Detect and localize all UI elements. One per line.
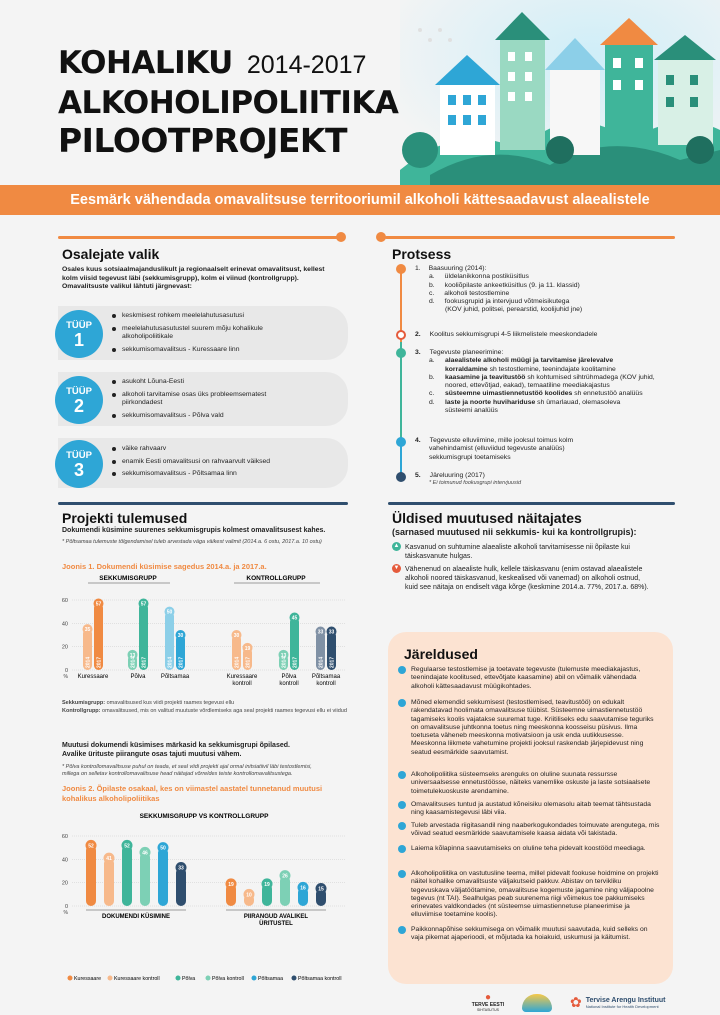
legend-swatch bbox=[176, 976, 181, 981]
data-label: 52 bbox=[88, 843, 94, 850]
arrow-down-icon: ▼ bbox=[393, 565, 400, 571]
data-label: 30 bbox=[233, 633, 240, 639]
bar bbox=[158, 845, 168, 906]
legend-label: Kuressaare kontroll bbox=[114, 976, 160, 982]
series-label: 2014 bbox=[167, 656, 174, 668]
chart-title: SEKKUMISGRUPP VS KONTROLLGRUPP bbox=[139, 813, 269, 820]
flower-icon: ✿ bbox=[570, 994, 582, 1010]
data-label: 15 bbox=[318, 886, 324, 893]
tulemused-note-2a: * Põlva kontrollomavalitsuse puhul on teada, et seal viidi projekti ajal ormal initsiatiivil läbi testostlemisi, bbox=[62, 764, 312, 770]
data-label: 33 bbox=[178, 865, 184, 872]
category-label: Põltsamaa bbox=[311, 674, 341, 680]
group-label: SEKKUMISGRUPP bbox=[99, 575, 157, 582]
data-label: 19 bbox=[264, 881, 270, 888]
list-item: asukoht Lõuna-Eesti bbox=[112, 378, 312, 387]
data-label: 57 bbox=[140, 601, 147, 608]
series-label: 2017 bbox=[292, 656, 299, 668]
category-label: kontroll bbox=[279, 681, 299, 687]
timeline-dot bbox=[396, 348, 406, 358]
page-title bbox=[58, 44, 398, 160]
timeline-dot bbox=[396, 472, 406, 482]
type-badge-3: TÜÜP 3 bbox=[55, 440, 103, 488]
category-label: ÜRITUSTEL bbox=[259, 921, 293, 927]
section-divider bbox=[388, 502, 675, 505]
list-item: sekkumisomavalitsus - Põltsamaa linn bbox=[112, 470, 332, 479]
legend-swatch bbox=[292, 976, 297, 981]
bar bbox=[86, 845, 96, 906]
series-label: 2014 bbox=[85, 656, 92, 668]
tick-label: 60 bbox=[61, 598, 68, 604]
divider-cap bbox=[376, 232, 386, 242]
tulemused-lead-2a: Muutusi dokumendi küsimises märkasid ka sekkumisgrupi õpilased. bbox=[62, 742, 290, 749]
list-item: alkoholi tarvitamise osas üks probleemsematest piirkondadest bbox=[112, 391, 287, 408]
naitajad-down: Vähenenud on alaealiste hulk, kellele täiskasvanu (enim ostavad alaealistele alkoholi noored täiskasvanud, keskealised või vanemad) on alkoholi ostnud, kuid see näitaja on endiselt väga kõrge (keskmine 2014.a. 77%, 2017.a. 68%). bbox=[405, 566, 649, 591]
category-label: kontroll bbox=[232, 681, 252, 687]
osalejad-intro: Osales kuus sotsiaalmajanduslikult ja regionaalselt erinevat omavalitsust, kellest kolm viisid tegevust läbi (sekkumisgrupp), kolm ei viinud (kontrollgrupp). Omavalitsuste valikul lähtuti järgnevast: bbox=[62, 266, 325, 290]
title-line-1: KOHALIKU bbox=[58, 45, 233, 81]
series-label: 2014 bbox=[130, 656, 137, 668]
data-label: 50 bbox=[160, 845, 166, 852]
figure-1-legend-2: Kontrollgrupp: omavalitsused, mis on valitud muutuste võrdlemiseks aga seal projekti raames tegevusi ellu ei viidud bbox=[62, 708, 347, 714]
figure-2-chart bbox=[58, 806, 350, 986]
bar bbox=[122, 845, 132, 906]
naitajad-subtitle: (sarnased muutused nii sekkumis- kui ka kontrollgrupis): bbox=[392, 527, 637, 537]
series-label: 2017 bbox=[141, 656, 148, 668]
list-item: Tuleb arvestada riigitasandil ning naaberkogukondades toimuvate arengutega, mis võivad seatud eesmärkide saavutamisele kaasa aidata või takistada. bbox=[398, 822, 660, 839]
data-label: 33 bbox=[317, 629, 324, 636]
protsess-title: Protsess bbox=[392, 246, 452, 262]
data-label: 57 bbox=[95, 601, 102, 608]
title-line-2: ALKOHOLIPOLIITIKA bbox=[58, 85, 399, 121]
tick-label: 60 bbox=[61, 834, 68, 840]
list-item: Alkoholipoliitika süsteemseks arenguks on oluline suunata ressursse universaalsesse ennetustöösse, näiteks vanemlike oskuste ja laste sotsiaalsete toimetulekuoskuste arendamine. bbox=[398, 771, 660, 796]
section-divider bbox=[385, 236, 675, 239]
arrow-up-icon: ▲ bbox=[393, 543, 400, 549]
bar bbox=[176, 865, 186, 907]
data-label: 26 bbox=[282, 873, 288, 880]
tick-label: 40 bbox=[61, 621, 68, 628]
list-item: meelelahutusasutustel suurem mõju kohalikule alkoholipoliitikale bbox=[112, 325, 282, 342]
naitajad-title: Üldised muutused näitajates bbox=[392, 510, 582, 526]
figure-2-title-2: kohalikus alkoholipoliitikas bbox=[62, 794, 160, 803]
data-label: 19 bbox=[228, 881, 234, 888]
tick-label: 40 bbox=[61, 857, 68, 864]
bar bbox=[140, 852, 150, 906]
tulemused-note-2b: millega on selletav kontrollomavalitsuse head näitajad võrreldes teiste kontrollomavalitsustega. bbox=[62, 771, 293, 777]
category-label: kontroll bbox=[316, 681, 336, 687]
series-label: 2017 bbox=[96, 656, 103, 668]
data-label: 10 bbox=[246, 892, 252, 899]
series-label: 2014 bbox=[234, 656, 241, 668]
tick-label: 20 bbox=[61, 644, 68, 651]
type-list-1 bbox=[112, 312, 332, 358]
legend-label: Põltsamaa kontroll bbox=[298, 976, 342, 982]
legend-label: Põltsamaa bbox=[258, 976, 284, 982]
step-3: 3. Tegevuste planeerimine: a. alaealistele alkoholi müügi ja tarvitamise järelevalve korraldamine sh testostlemine, teenindajate koolitamine b. kaasamine ja teavitustöö sh kohtumised sihtrühmadega (KOV juhid, noored, ettevõtjad, eakad), temaatiline meediakajastus c. süsteemne uimastiennetustöö koolides sh ennetustöö analüüs d. laste ja noorte huvihariduse sh ümarlauad, olemasoleva süsteemi analüüs bbox=[415, 349, 655, 415]
data-label: 19 bbox=[244, 645, 251, 652]
data-label: 46 bbox=[142, 850, 148, 857]
step-4: 4. Tegevuste elluviimine, mille jooksul toimus kolm vahehindamist (elluviidud tegevuste analüüs) sekkumisgrupi toetamiseks bbox=[415, 437, 574, 461]
type-badge-2: TÜÜP 2 bbox=[55, 376, 103, 424]
axis-unit: % bbox=[63, 910, 68, 916]
list-item: väike rahvaarv bbox=[112, 445, 332, 454]
goal-banner: Eesmärk vähendada omavalitsuse territooriumil alkoholi kättesaadavust alaealistele bbox=[0, 185, 720, 215]
category-label: Põlva bbox=[281, 674, 297, 680]
check-icon bbox=[398, 845, 406, 853]
data-label: 35 bbox=[84, 627, 91, 634]
tick-label: 0 bbox=[64, 668, 68, 674]
figure-2-title-1: Joonis 2. Õpilaste osakaal, kes on viimastel aastatel tunnetanud muutusi bbox=[62, 784, 323, 793]
type-badge-1: TÜÜP 1 bbox=[55, 310, 103, 358]
series-label: 2014 bbox=[318, 656, 325, 668]
data-label: 30 bbox=[177, 633, 184, 639]
check-icon bbox=[398, 801, 406, 809]
tulemused-lead-2b: Avalike ürituste piirangute osas tajuti muutusi vähem. bbox=[62, 751, 242, 758]
list-item: Paikkonnapõhise sekkumisega on võimalik muutusi saavutada, kuid selleks on vaja pikemat ajaperioodi, et mõjutada ka hoiakuid, uskumusi ja käitumist. bbox=[398, 926, 660, 943]
type-list-3 bbox=[112, 445, 332, 483]
list-item: sekkumisomavalitsus - Põlva vald bbox=[112, 412, 312, 421]
category-label: Kuressaare bbox=[226, 674, 258, 680]
terve-eesti-logo: ● TERVE EESTI SIHTASUTUS bbox=[458, 994, 518, 1012]
list-item: Laiema kõlapinna saavutamiseks on oluline teha pidevalt koostööd meediaga. bbox=[398, 845, 660, 853]
legend-swatch bbox=[252, 976, 257, 981]
step-5: 5. Järeluuring (2017) * Ei toimunud fookusgrupi intervjuusid bbox=[415, 472, 522, 487]
tulemused-lead: Dokumendi küsimine suurenes sekkumisgrupis kolmest omavalitsusest kahes. bbox=[62, 527, 326, 534]
bar bbox=[104, 858, 114, 906]
data-label: 41 bbox=[106, 856, 112, 863]
title-line-3: PILOOTPROJEKT bbox=[58, 121, 347, 160]
type-list-2 bbox=[112, 378, 312, 424]
step-2: 2. Koolitus sekkumisgrupi 4-5 liikmelistele meeskondadele bbox=[415, 331, 598, 338]
legend-label: Põlva kontroll bbox=[212, 976, 244, 982]
series-label: 2017 bbox=[329, 656, 336, 668]
list-item: Mõned elemendid sekkumisest (testostlemised, teavitustöö) on edukalt rakendatavad hoolimata omavalitsuse tüübist. Süsteemne uimastiennetustöö tagamiseks koolis vajatakse suuremat tuge. Kriitiliseks edu saavutamise teguriks on omavalitsuse juhtkonna toetus ning meeskonna koosseisu püsivus. Ilma toetuseta väheneb meeskonna motivatsioon ja usk enda uutikkusesse. Meeskonna liikmete vahetumine projekti jooksul raskendab järjepidevust ning seatud eesmärkide saavutamist. bbox=[398, 699, 660, 757]
data-label: 50 bbox=[166, 609, 173, 616]
tulemused-note: * Põltsamaa tulemuste tõlgendamisel tuleb arvestada väga väikest valimit (2014.a. 6 ostu, 2017.a. 10 ostu) bbox=[62, 539, 322, 545]
runner-icon: ● bbox=[484, 992, 492, 1003]
data-label: 45 bbox=[291, 615, 298, 622]
list-item: Alkoholipoliitika on vastutusline teema, millel pidevalt fookuse hoidmine on projekti näitel kohalike omavalitsuste väljakutseid pakkuv. Abistav on tervikliku tegevuskava väljatöötamine, omavalitsuse kogemuste jagamine ning väljapoolne tegevus (nt TAI). Sealhulgas peab suurenema riigi võimekus toe pakkumiseks erinevates valdkondades (nt süsteemse uimastiennetuse planeerimise ja elluviimise toetamine koolis). bbox=[398, 870, 660, 920]
series-label: 2017 bbox=[178, 656, 185, 668]
series-label: 2017 bbox=[245, 656, 252, 668]
check-icon bbox=[398, 822, 406, 830]
check-icon bbox=[398, 771, 406, 779]
tick-label: 20 bbox=[61, 880, 68, 887]
tulemused-title: Projekti tulemused bbox=[62, 510, 188, 526]
check-icon bbox=[398, 699, 406, 707]
section-divider bbox=[58, 502, 348, 505]
section-divider bbox=[58, 236, 338, 239]
axis-unit: % bbox=[63, 674, 68, 680]
data-label: 13 bbox=[129, 652, 136, 659]
list-item: keskmisest rohkem meelelahutusasutusi bbox=[112, 312, 332, 321]
tai-logo: ✿ Tervise Arengu Instituut National Institute for Health Development bbox=[570, 994, 666, 1010]
check-icon bbox=[398, 666, 406, 674]
group-label: KONTROLLGRUPP bbox=[246, 575, 306, 582]
category-label: Põltsamaa bbox=[160, 674, 190, 680]
timeline-dot bbox=[396, 437, 406, 447]
legend-label: Kuressaare bbox=[74, 976, 102, 982]
figure-1-title: Joonis 1. Dokumendi küsimise sagedus 2014.a. ja 2017.a. bbox=[62, 562, 267, 571]
list-item: Regulaarse testostlemise ja toetavate tegevuste (tulemuste meediakajastus, teenindajate koolitused, ettevõtjate kaasamine) abil on võimalik vähendada alkoholi kättesaadavust müügikohtades. bbox=[398, 666, 660, 691]
timeline-dot bbox=[396, 264, 406, 274]
legend-swatch bbox=[206, 976, 211, 981]
title-years: 2014-2017 bbox=[246, 51, 367, 79]
tick-label: 0 bbox=[64, 904, 68, 910]
figure-1-chart bbox=[58, 570, 350, 695]
data-label: 33 bbox=[328, 629, 335, 636]
series-label: 2014 bbox=[281, 656, 288, 668]
check-icon bbox=[398, 926, 406, 934]
data-label: 52 bbox=[124, 843, 130, 850]
osalejad-title: Osalejate valik bbox=[62, 246, 160, 262]
category-label: DOKUMENDI KÜSIMINE bbox=[101, 914, 171, 920]
list-item: enamik Eesti omavalitsusi on rahvaarvult väiksed bbox=[112, 458, 332, 467]
category-label: Kuressaare bbox=[77, 674, 109, 680]
legend-label: Põlva bbox=[182, 976, 196, 982]
naitajad-up: Kasvanud on suhtumine alaealiste alkoholi tarvitamisesse nii õpilaste kui täiskasvanute hulgas. bbox=[405, 544, 630, 560]
timeline-dot bbox=[396, 330, 406, 340]
list-item: sekkumisomavalitsus - Kuressaare linn bbox=[112, 346, 332, 355]
town-illustration bbox=[400, 0, 720, 185]
legend-swatch bbox=[68, 976, 73, 981]
data-label: 13 bbox=[280, 652, 287, 659]
category-label: Põlva bbox=[130, 674, 146, 680]
sun-logo bbox=[522, 994, 552, 1012]
step-1: 1. Baasuuring (2014): a. üldelanikkonna postiküsitlus b. kooliõpilaste ankeetküsitlus (9. ja 11. klassid) c. alkoholi testostlemine d. fookusgrupid ja intervjuud võtmeisikutega (KOV juhid, politsei, perearstid, koolijuhid jne) bbox=[415, 265, 583, 314]
data-label: 16 bbox=[300, 885, 306, 892]
jareldused-title: Järeldused bbox=[404, 646, 478, 662]
divider-cap bbox=[336, 232, 346, 242]
list-item: Omavalitsuses tuntud ja austatud kõneisiku olemasolu aitab teemat tähtsustada ning kaasamistegevusi läbi viia. bbox=[398, 801, 660, 818]
category-label: PIIRANGUD AVALIKEL bbox=[243, 914, 309, 920]
timeline-line-blue bbox=[400, 442, 402, 476]
legend-swatch bbox=[108, 976, 113, 981]
figure-1-legend-1: Sekkumisgrupp: omavalitsused kus viidi projekti raames tegevusi ellu bbox=[62, 700, 235, 706]
check-icon bbox=[398, 870, 406, 878]
